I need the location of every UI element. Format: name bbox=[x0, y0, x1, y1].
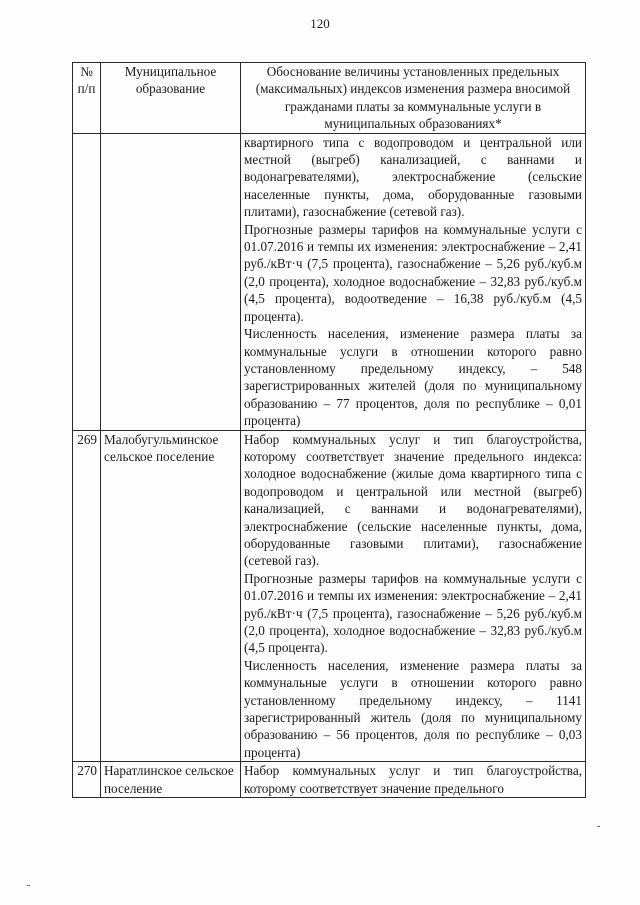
justification-paragraph: Прогнозные размеры тарифов на коммунальные услуги с 01.07.2016 и темпы их изменения: электроснабжение – 2,41 руб./кВт·ч (7,5 процента), газоснабжение – 5,26 руб./куб.м (2,0 процента), холодное водоснабжение – 32,83 руб./куб.м (4,5 процента), водоотведение – 16,38 руб./куб.м (4,5 процента). bbox=[244, 221, 582, 324]
row-num-cell bbox=[73, 133, 101, 430]
scan-speck bbox=[27, 885, 30, 886]
justification-paragraph: квартирного типа с водопроводом и центральной или местной (выгреб) канализацией, с ваннами и водонагревателями), электроснабжение (сельские населенные пункты, дома, оборудованные газовыми плитами), газоснабжение (сетевой газ). bbox=[244, 134, 582, 220]
header-num: № п/п bbox=[73, 63, 101, 134]
row-justification-cell bbox=[241, 133, 586, 430]
table-row bbox=[73, 762, 586, 798]
justification-paragraph: Набор коммунальных услуг и тип благоустройства, которому соответствует значение предельного индекса: холодное водоснабжение (жилые дома квартирного типа с водопроводом и центральной или местной (выгреб) канализацией, с ваннами и водонагревателями), электроснабжение (сельские населенные пункты, дома, оборудованные газовыми плитами), газоснабжение (сетевой газ). bbox=[244, 431, 582, 569]
table-header-row bbox=[73, 63, 586, 134]
justification-paragraph: Численность населения, изменение размера платы за коммунальные услуги в отношении которого равно установленному предельному индексу, – 1141 зарегистрированный житель (доля по муниципальному образованию – 56 процентов, доля по республике – 0,03 процента) bbox=[244, 657, 582, 760]
justification-paragraph: Прогнозные размеры тарифов на коммунальные услуги с 01.07.2016 и темпы их изменения: электроснабжение – 2,41 руб./кВт·ч (7,5 процента), газоснабжение – 5,26 руб./куб.м (2,0 процента), холодное водоснабжение – 32,83 руб./куб.м (4,5 процента). bbox=[244, 570, 582, 656]
row-justification-cell bbox=[241, 430, 586, 762]
row-municipality: Малобугульминское сельское поселение bbox=[101, 430, 241, 762]
header-municipality: Муниципальное образование bbox=[101, 63, 241, 134]
justification-paragraph: Набор коммунальных услуг и тип благоустройства, которому соответствует значение предельного bbox=[244, 763, 582, 796]
scan-speck bbox=[597, 826, 600, 827]
justification-paragraph: Численность населения, изменение размера платы за коммунальные услуги в отношении которого равно установленному предельному индексу, – 548 зарегистрированных жителей (доля по муниципальному образованию – 77 процентов, доля по республике – 0,01 процента) bbox=[244, 326, 582, 429]
row-municipality-cell bbox=[101, 133, 241, 430]
page-number: 120 bbox=[310, 16, 330, 31]
row-num: 269 bbox=[73, 430, 101, 762]
row-justification-cell bbox=[241, 762, 586, 798]
tariff-index-table bbox=[72, 62, 586, 798]
table-row-continuation bbox=[73, 133, 586, 430]
row-num: 270 bbox=[73, 762, 101, 798]
table-row bbox=[73, 430, 586, 762]
header-justification: Обоснование величины установленных предельных (максимальных) индексов изменения размера вносимой гражданами платы за коммунальные услуги в муниципальных образованиях* bbox=[241, 63, 586, 134]
row-municipality: Наратлинское сельское поселение bbox=[101, 762, 241, 798]
